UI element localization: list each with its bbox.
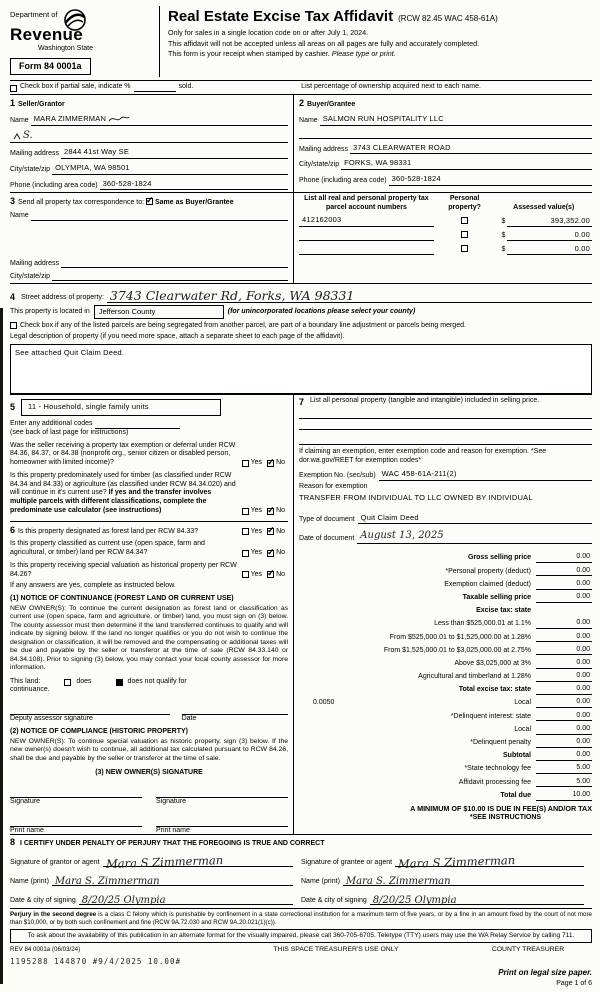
section-land-designation (10, 521, 288, 834)
does-not-label: does not qualify for (127, 677, 187, 685)
parcel-number-field-3[interactable] (299, 254, 434, 255)
grantee-printname-field[interactable] (343, 873, 584, 887)
tax-amount[interactable]: 0.00 (536, 567, 592, 577)
seller-name-field[interactable] (31, 114, 288, 126)
buyer-address-field[interactable] (350, 143, 592, 155)
partial-sale-label: Check box if partial sale, indicate % (20, 83, 131, 91)
tax-row: Less than $525,000.01 at 1.1% 0.00 (434, 619, 590, 628)
grantor-date-field[interactable] (79, 892, 293, 906)
cashier-stamp: 1195288 144870 #9/4/2025 10.00# (10, 956, 181, 966)
treasurer-space-label: THIS SPACE TREASURER'S USE ONLY (273, 946, 399, 954)
grantee-signature-value: Mara S Zimmerman (397, 852, 516, 871)
correspondence-city-field[interactable] (52, 272, 288, 281)
signature-label: Signature (10, 797, 40, 805)
section-personal-property (299, 397, 592, 430)
form-header (10, 6, 592, 80)
tax-row: Local 0.00 (514, 724, 590, 733)
doc-date-value: August 13, 2025 (360, 530, 444, 542)
perjury-notice (10, 908, 592, 929)
section8-number: 8 (10, 836, 16, 847)
use-code-value: 11 - Household, single family units (28, 402, 149, 412)
buyer-city-field[interactable] (341, 158, 592, 170)
tax-amount[interactable]: 0.00 (536, 725, 592, 735)
seller-address-label: Mailing address (10, 150, 60, 157)
seller-address-field[interactable] (61, 147, 288, 159)
q-forest-text: 6 Is this property designated as forest land per RCW 84.33? (10, 524, 199, 535)
land-qualify-row (10, 678, 288, 687)
grantor-date-value: 8/20/25 Olympia (81, 894, 166, 906)
tax-row: Total due 10.00 (500, 790, 590, 799)
q-historic-text: Is this property receiving special valuation as historical property per RCW 84.26? (10, 561, 237, 578)
county-treasurer-label: COUNTY TREASURER (491, 946, 565, 954)
segregated-checkbox[interactable] (10, 322, 17, 329)
no-label: No (276, 527, 286, 535)
tax-amount[interactable]: 0.00 (536, 633, 592, 643)
seller-phone-value: 360-528-1824 (102, 178, 152, 188)
personal-property-line-2[interactable] (299, 419, 592, 430)
buyer-phone-label: Phone (including area code) (299, 177, 387, 184)
parcel-number-field[interactable] (299, 215, 434, 227)
deputy-signature-label: Deputy assessor signature (10, 715, 93, 723)
historic-yes-checkbox[interactable] (242, 571, 249, 578)
yes-label: Yes (250, 570, 263, 578)
partial-sale-sold-label: sold. (178, 83, 194, 91)
located-in-label: This property is located in (10, 307, 90, 315)
deputy-date-field[interactable] (182, 705, 288, 715)
tax-amount[interactable]: 0.00 (536, 712, 592, 722)
yes-label: Yes (250, 549, 263, 557)
assessed-value-col-header: Assessed value(s) (513, 204, 575, 211)
section-buyer (294, 95, 592, 192)
notice2-body: NEW OWNER(S): To continue special valuation as historic property, sign (3) below. If the new owner(s) doesn't wish to continue, all additional tax calculated pursuant to RCW 84.26, shall be due and payable by the seller or transferor at the time of sale. (10, 737, 289, 762)
correspondence-address-label: Mailing address (10, 259, 60, 267)
accessibility-notice: To ask about the availability of this publication in an alternate format for the visually impaired, please call 360-705-6705. Teletype (TTY) users may use the WA Relay Service by calling 711. (10, 929, 592, 943)
buyer-phone-field[interactable] (389, 174, 592, 186)
seller-city-field[interactable] (52, 163, 288, 175)
grantee-date-value: 8/20/25 Olympia (372, 894, 457, 906)
q-exemption-text: Was the seller receiving a property tax exemption or deferral under RCW 84.36, 84.37, or 84.38 (nonprofit org., senior citizen or disabled person, homeowner with limited income)? (10, 441, 236, 467)
doc-type-field[interactable] (358, 513, 592, 525)
seller-buyer-band (10, 94, 592, 192)
correspondence-city-label: City/state/zip (10, 272, 51, 280)
forest-no-checkbox[interactable] (267, 528, 274, 535)
minimum-due-note: A MINIMUM OF $10.00 IS DUE IN FEE(S) AND/OR TAX (410, 803, 592, 813)
header-note-2: This affidavit will not be accepted unless all areas on all pages are fully and accurately completed. (168, 38, 480, 48)
historic-question (10, 562, 288, 580)
local-rate-value: 0.0050 (313, 699, 335, 707)
dept-state: Washington State (38, 45, 93, 53)
tax-amount[interactable]: 0.00 (536, 672, 592, 682)
tax-row: From $525,000.01 to $1,525,000.00 at 1.28% 0.00 (389, 632, 590, 641)
correspondence-name-field[interactable] (31, 212, 288, 221)
section4-number: 4 (10, 291, 16, 302)
page-number: Page 1 of 6 (556, 980, 592, 988)
print-name-label: Print name (10, 826, 44, 834)
parcel-col-header: List all real and personal property tax parcel account numbers (304, 195, 429, 211)
form-revision: REV 84 0001a (06/03/24) (10, 946, 81, 954)
exemption-yes-checkbox[interactable] (242, 460, 249, 467)
same-as-buyer-checkbox[interactable] (146, 198, 153, 205)
personal-property-checkbox-1[interactable] (461, 217, 468, 224)
historic-no-checkbox[interactable] (267, 571, 274, 578)
tax-row: From $1,525,000.01 to $3,025,000.00 at 2.75% 0.00 (383, 645, 590, 654)
deputy-signature-field[interactable] (10, 705, 170, 715)
tax-row: Agricultural and timberland at 1.28% 0.00 (418, 672, 590, 681)
buyer-city-label: City/state/zip (299, 161, 340, 169)
seller-phone-label: Phone (including area code) (10, 181, 98, 189)
dept-prefix: Department of (10, 10, 58, 19)
buyer-phone-value: 360-528-1824 (391, 174, 441, 183)
header-note-3 (168, 49, 592, 58)
seller-phone-field[interactable] (100, 179, 288, 191)
forest-land-question (10, 525, 288, 537)
signature-label: Signature (156, 797, 186, 805)
additional-codes-label: Enter any additional codes (10, 420, 93, 428)
notice2-title: (2) NOTICE OF COMPLIANCE (HISTORIC PROPERTY) (10, 727, 188, 735)
doc-type-value: Quit Claim Deed (360, 512, 419, 522)
seller-address-value: 2844 41st Way SE (64, 147, 130, 156)
tax-row: Taxable selling price 0.00 (462, 592, 590, 601)
tax-amount[interactable]: 5.00 (536, 778, 592, 788)
parcel-row (299, 241, 592, 255)
if-yes-note: If any answers are yes, complete as instructed below. (10, 582, 176, 590)
perjury-text: is a class C felony which is punishable by confinement in a state correctional institution for a maximum term of five years, or by a fine in an amount fixed by the court of not more than $10,000, or by both such confinement and fine (RCW 9A.72.030 and RCW 9A.20.021(1)(c)). (10, 911, 592, 927)
buyer-city-value: FORKS, WA 98331 (344, 158, 412, 168)
form-title-rcw: (RCW 82.45 WAC 458-61A) (398, 14, 498, 23)
grantor-printname-value: Mara S. Zimmerman (54, 875, 160, 887)
forest-yes-checkbox[interactable] (242, 528, 249, 535)
parcel-row (299, 227, 592, 241)
doc-type-label: Type of document (299, 515, 355, 523)
tax-row-local-rate: 0.0050 Local 0.00 (299, 695, 592, 708)
no-label: No (276, 506, 286, 514)
seller-city-value: OLYMPIA, WA 98501 (55, 162, 130, 172)
continuance-label: continuance. (10, 686, 50, 694)
caret-icon (13, 133, 21, 140)
no-label: No (276, 459, 286, 467)
section-property (10, 283, 592, 394)
grantee-printname-value: Mara S. Zimmerman (345, 875, 451, 887)
no-label: No (276, 549, 286, 557)
exemption-no-field[interactable] (379, 469, 592, 481)
exemption-block (299, 444, 592, 502)
new-owners-signature-title: (3) NEW OWNER(S) SIGNATURE (95, 769, 203, 777)
owner-signature-field-2[interactable] (156, 788, 288, 798)
grantor-printname-field[interactable] (52, 873, 293, 887)
grantee-signature-field[interactable] (395, 852, 584, 871)
dollar-sign: $ (501, 246, 506, 253)
street-address-field[interactable] (107, 286, 592, 303)
owner-signature-row (10, 788, 288, 807)
no-label: No (276, 570, 286, 578)
assessed-value-2[interactable]: 0.00 (507, 230, 592, 240)
header-note-1: Only for sales in a single location code on or after July 1, 2024. (168, 28, 369, 38)
current-use-question (10, 540, 288, 558)
tax-row: *Delinquent penalty 0.00 (470, 738, 590, 747)
dollar-sign: $ (501, 218, 506, 225)
yes-label: Yes (250, 506, 263, 514)
q-timber-text: Is this property predominately used for timber (as classified under RCW 84.34 and 84.33) or agriculture (as classified under RCW 84.34.020) and will continue in it's current use? If yes and the transfer involves multiple parcels with different classifications, complete the predominate use calculator (see instructions) (10, 471, 236, 514)
form-number-box: Form 84 0001a (10, 58, 91, 75)
q-current-use-text: Is this property classified as current use (open space, farm and agricultural, or timber) land per RCW 84.34? (10, 540, 205, 557)
tax-amount[interactable]: 0.00 (536, 659, 592, 669)
personal-property-line-1[interactable] (299, 408, 592, 419)
doc-date-field[interactable] (357, 530, 592, 544)
land-does-checkbox[interactable] (64, 679, 71, 686)
see-instructions-note: *SEE INSTRUCTIONS (469, 813, 542, 821)
tax-amount[interactable]: 0.00 (536, 593, 592, 603)
buyer-name-label: Name (299, 116, 318, 124)
tax-row: *State technology fee 5.00 (464, 764, 590, 773)
timber-no-checkbox[interactable] (267, 508, 274, 515)
seller-middle-initial: S. (22, 129, 33, 141)
current-use-yes-checkbox[interactable] (242, 550, 249, 557)
tax-row: Gross selling price 0.00 (467, 553, 590, 562)
tax-row: Total excise tax: state 0.00 (458, 685, 590, 694)
handwriting-squiggle-icon (108, 115, 130, 123)
additional-codes-field[interactable] (95, 420, 181, 429)
same-as-buyer-label: Same as Buyer/Grantee (155, 199, 234, 207)
tax-amount[interactable]: 5.00 (536, 764, 592, 774)
partial-sale-row (10, 80, 592, 94)
tax-row: *Personal property (deduct) 0.00 (445, 566, 590, 575)
parcel-row (299, 213, 592, 227)
header-note-3a: This form is your receipt when stamped by cashier. (168, 49, 332, 59)
title-block (168, 6, 592, 77)
correspondence-title: Send all property tax correspondence to: (18, 199, 145, 207)
right-column (294, 395, 592, 834)
use-code-box[interactable] (21, 399, 221, 416)
tax-amount[interactable]: 0.00 (536, 619, 592, 629)
form-title: Real Estate Excise Tax Affidavit (168, 8, 394, 25)
legal-description-value: See attached Quit Claim Deed. (15, 348, 125, 358)
tax-amount[interactable]: 0.00 (536, 553, 592, 563)
tax-row: Excise tax: state (476, 607, 531, 615)
tax-amount[interactable]: 10.00 (536, 791, 592, 801)
section3-number: 3 (10, 196, 16, 207)
print-size-note: Print on legal size paper. (498, 968, 592, 978)
reason-value: TRANSFER FROM INDIVIDUAL TO LLC OWNED BY INDIVIDUAL (299, 493, 533, 503)
scan-artifact (0, 308, 3, 984)
deputy-assessor-row (10, 705, 288, 724)
partial-sale-percent-field[interactable] (134, 84, 176, 92)
reason-label: Reason for exemption (299, 482, 368, 490)
owner-printname-row (10, 817, 288, 834)
assessed-value-1[interactable]: 393,352.00 (507, 216, 592, 226)
footer (10, 946, 592, 966)
ownership-note: List percentage of ownership acquired next to each name. (301, 83, 481, 91)
grantee-printname-label: Name (print) (301, 877, 340, 885)
street-address-label: Street address of property: (21, 294, 104, 302)
main-band (10, 394, 592, 834)
exemption-no-checkbox[interactable] (267, 460, 274, 467)
grantor-signature-label: Signature of grantor or agent (10, 858, 100, 866)
yes-label: Yes (250, 527, 263, 535)
dept-name: Revenue (10, 25, 83, 44)
partial-sale-checkbox[interactable] (10, 85, 17, 92)
exemption-no-label: Exemption No. (sec/sub) (299, 471, 376, 479)
current-use-no-checkbox[interactable] (267, 550, 274, 557)
section5-number: 5 (10, 401, 16, 412)
parcel-number-value: 412162003 (302, 215, 342, 224)
timber-yes-checkbox[interactable] (242, 508, 249, 515)
grantor-signature-value: Mara S Zimmerman (105, 852, 223, 871)
seller-city-label: City/state/zip (10, 165, 51, 173)
tax-amount[interactable]: 0.00 (536, 751, 592, 761)
tax-amount[interactable]: 0.00 (536, 580, 592, 590)
county-note: (for unincorporated locations please select your county) (227, 307, 416, 315)
yes-label: Yes (250, 459, 263, 467)
tax-amount[interactable]: 0.00 (536, 698, 592, 708)
correspondence-name-label: Name (10, 212, 29, 220)
personal-property-checkbox-2[interactable] (461, 231, 468, 238)
seller-name-value: MARA ZIMMERMAN (33, 113, 107, 123)
section-correspondence (10, 193, 294, 283)
header-note-3b: Please type or print. (331, 49, 396, 59)
certify-title: I CERTIFY UNDER PENALTY OF PERJURY THAT THE FOREGOING IS TRUE AND CORRECT (19, 839, 325, 847)
agency-block (10, 6, 160, 77)
buyer-name-field[interactable] (320, 114, 592, 126)
section-use-code (10, 397, 288, 516)
this-land-label: This land: (10, 677, 41, 685)
timber-agriculture-question (10, 472, 288, 516)
seller-name-label: Name (10, 116, 29, 124)
left-column (10, 395, 294, 834)
owner-signature-field-1[interactable] (10, 788, 142, 798)
see-back-note: (see back of last page for instructions) (10, 428, 129, 436)
land-does-not-checkbox[interactable] (116, 679, 123, 686)
county-select[interactable]: Jefferson County (94, 305, 224, 318)
excise-tax-table (299, 550, 592, 822)
section2-number: 2 (299, 98, 305, 108)
section7-number: 7 (299, 397, 305, 408)
tax-row: Above $3,025,000 at 3% 0.00 (454, 658, 590, 667)
notice1-body: NEW OWNER(S): To continue the current designation as forest land or classification as current use (open space, farm and agriculture, or timber) land, you must sign on (3) below. The county assessor must then determine if the land transferred continues to qualify and will indicate by signing below. If the land no longer qualifies or you do not wish to continue the designation or classification, it will be removed and the compensating or additional taxes will be due and payable by the seller or transferor at the time of sale (RCW 84.33.140 or 84.34.108). Prior to signing (3) below, you may contact your local county assessor for more information. (10, 604, 289, 672)
tax-row: Subtotal 0.00 (503, 751, 590, 760)
parcel-table (294, 193, 592, 283)
print-name-label: Print name (156, 826, 190, 834)
tax-amount[interactable]: 0.00 (536, 646, 592, 656)
street-address-value: 3743 Clearwater Rd, Forks, WA 98331 (109, 288, 355, 304)
perjury-lead: Perjury in the second degree (10, 911, 97, 919)
grantor-date-label: Date & city of signing (10, 896, 76, 904)
buyer-title: Buyer/Grantee (307, 101, 356, 108)
does-label: does (76, 677, 92, 685)
assessed-value-3[interactable]: 0.00 (507, 244, 592, 254)
section-seller (10, 95, 294, 192)
doc-date-label: Date of document (299, 535, 355, 543)
page-footnote (10, 968, 592, 989)
grantee-date-label: Date & city of signing (301, 896, 367, 904)
notice1-title: (1) NOTICE OF CONTINUANCE (FOREST LAND OR CURRENT USE) (10, 595, 234, 603)
buyer-address-value: 3743 CLEARWATER ROAD (353, 142, 451, 152)
grantor-printname-label: Name (print) (10, 877, 49, 885)
correspondence-address-field[interactable] (61, 259, 288, 268)
tax-row: Exemption claimed (deduct) 0.00 (444, 579, 590, 588)
dollar-sign: $ (501, 232, 506, 239)
legal-description-label: Legal description of property (if you need more space, attach a separate sheet to each page of the affidavit). (10, 333, 345, 341)
section-certify (10, 834, 592, 909)
grantor-signature-field[interactable] (103, 852, 293, 871)
buyer-name2-field[interactable] (299, 130, 592, 139)
tax-amount[interactable]: 0.00 (536, 738, 592, 748)
deputy-date-label: Date (181, 715, 197, 723)
tax-row: *Delinquent interest: state 0.00 (450, 711, 590, 720)
grantee-date-field[interactable] (370, 892, 584, 906)
section1-number: 1 (10, 98, 16, 108)
personal-property-checkbox-3[interactable] (461, 245, 468, 252)
seller-title: Seller/Grantor (18, 101, 65, 108)
legal-description-box[interactable] (10, 344, 592, 394)
segregated-label: Check box if any of the listed parcels are being segregated from another parcel, are part of a boundary line adjustment or parcels being merged. (20, 321, 466, 329)
exemption-no-value: WAC 458-61A-211(2) (381, 468, 457, 478)
owner-printname-field-1[interactable] (10, 817, 142, 827)
tax-row: Affidavit processing fee 5.00 (458, 777, 590, 786)
exemption-deferral-question (10, 442, 288, 468)
correspondence-parcels-band (10, 192, 592, 283)
buyer-address-label: Mailing address (299, 145, 349, 153)
exemption-note: If claiming an exemption, enter exemption code and reason for exemption. *See dor.wa.gov/REET for exemption codes* (299, 448, 547, 465)
grantee-signature-label: Signature of grantee or agent (301, 858, 393, 866)
tax-amount[interactable]: 0.00 (536, 685, 592, 695)
personal-property-intro: List all personal property (tangible and intangible) included in selling price. (310, 397, 540, 405)
buyer-name-value: SALMON RUN HOSPITALITY LLC (322, 113, 444, 123)
personal-property-col-header: Personal property? (448, 195, 481, 211)
seller-name2-field[interactable] (10, 130, 288, 144)
owner-printname-field-2[interactable] (156, 817, 288, 827)
